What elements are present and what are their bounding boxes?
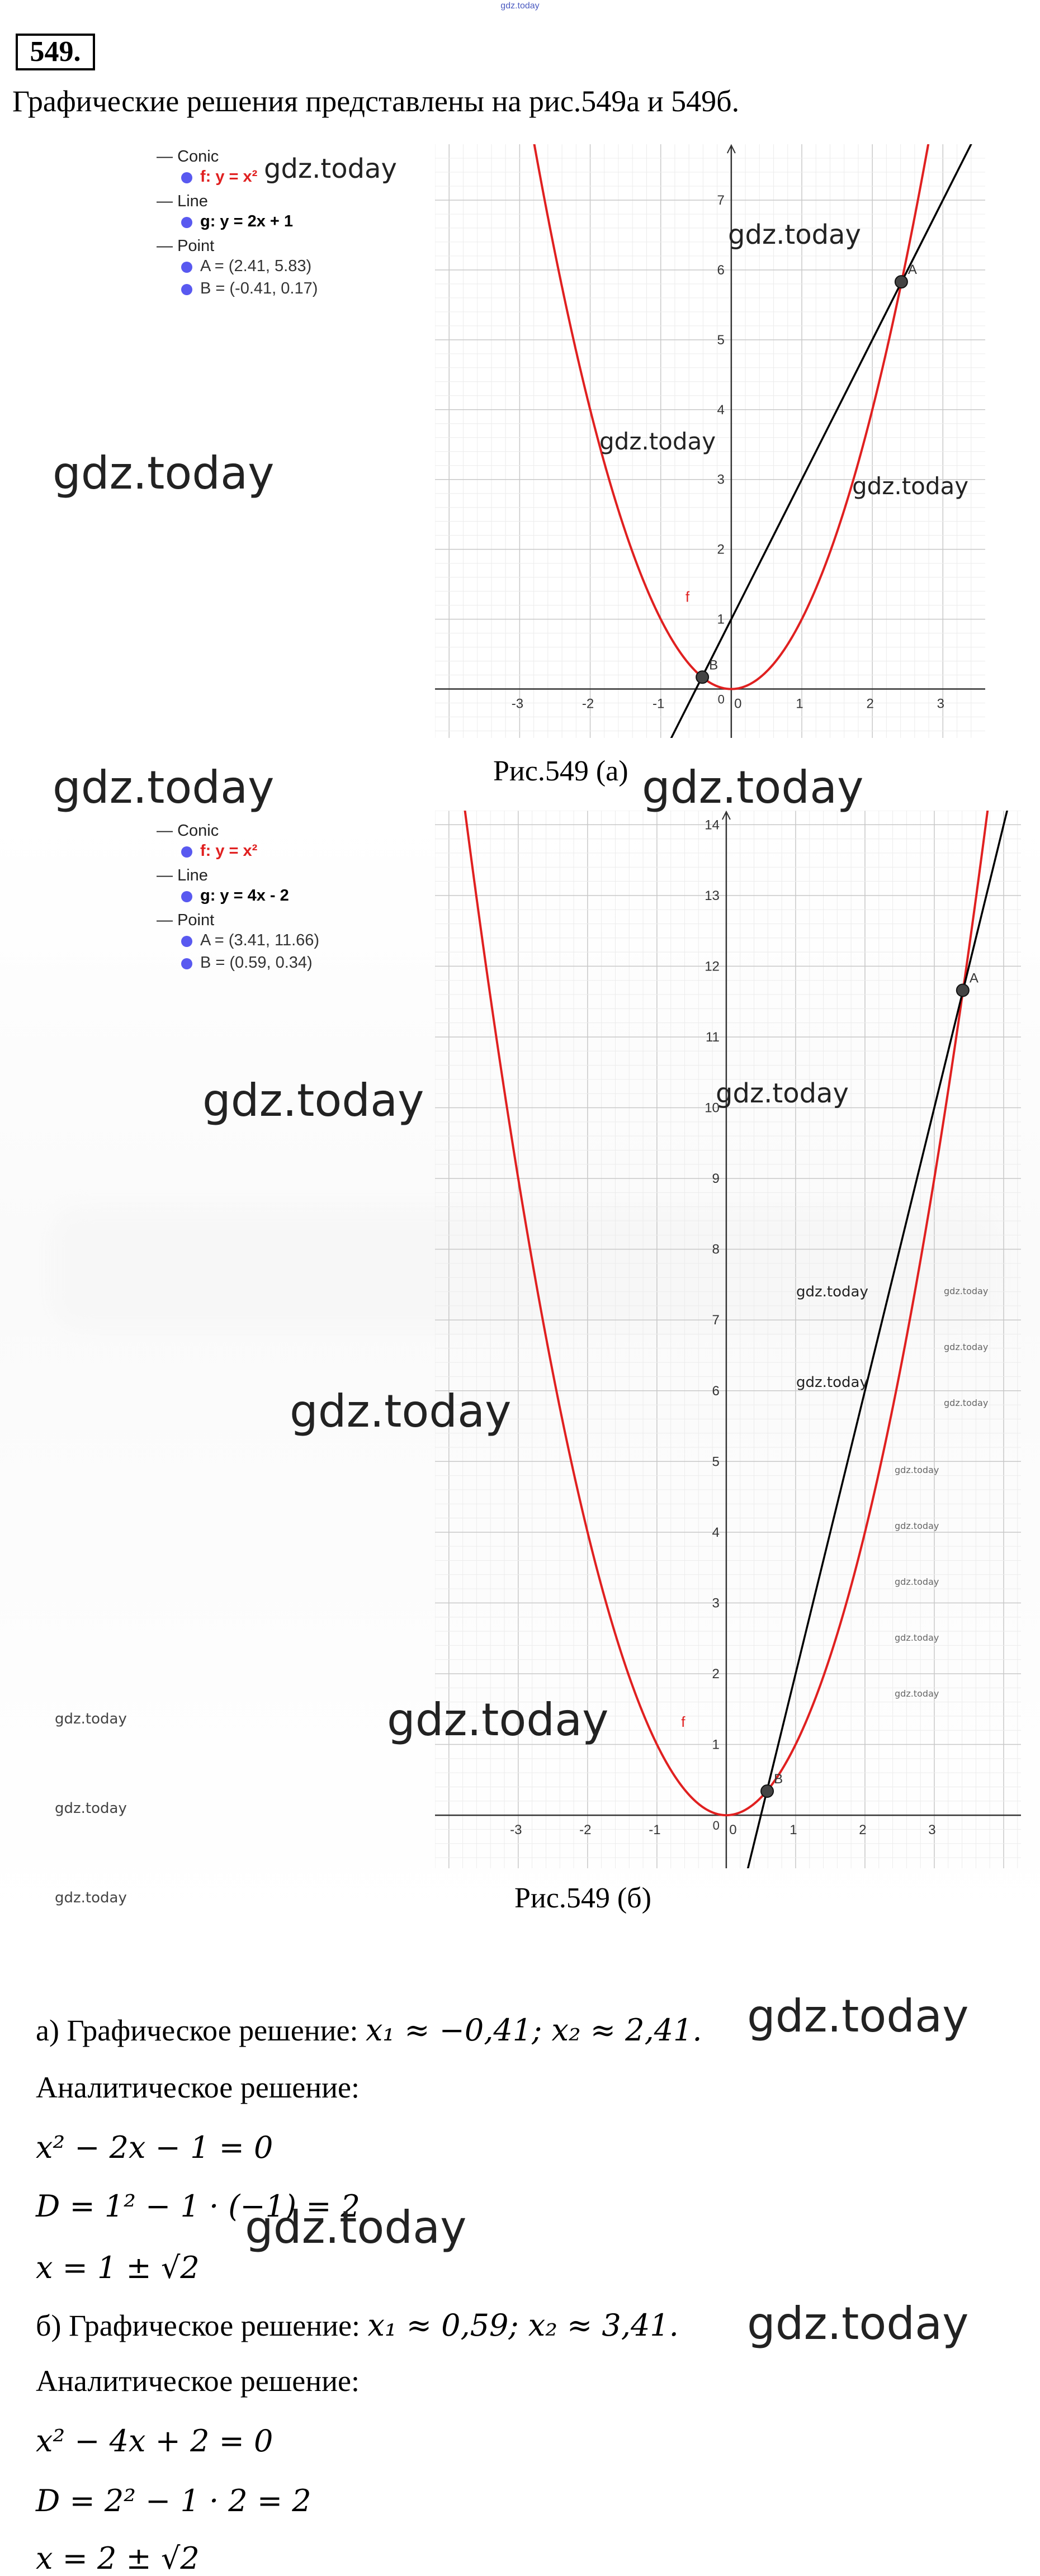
x-tick-label: -1 [649,1822,661,1838]
point-label: A [907,262,917,278]
parabola-series [435,144,985,689]
watermark: gdz.today [895,1521,939,1531]
watermark: gdz.today [716,1078,849,1109]
watermark: gdz.today [728,219,861,250]
intersection-point [895,276,907,288]
watermark: gdz.today [895,1465,939,1475]
watermark: gdz.today [53,761,275,813]
algebra-view-b [157,822,447,978]
point-label: B [709,657,718,673]
y-tick-label: 2 [717,542,725,557]
intersection-point [957,984,969,996]
y-tick-label: 13 [705,888,720,903]
parabola-series [435,811,1021,1815]
watermark: gdz.today [642,761,864,813]
x-tick-label: -1 [653,696,665,712]
y-tick-label: 3 [712,1595,720,1611]
solution-b-graphic-label: б) Графическое решение: [36,2309,360,2342]
point-group-label: — Point [157,911,215,929]
point-label: A [969,970,978,986]
watermark: gdz.today [895,1688,939,1699]
x-tick-label: 3 [928,1822,936,1838]
y-tick-label: 1 [717,612,725,627]
watermark: gdz.today [599,428,716,455]
point-group-label: — Point [157,237,215,255]
y-tick-label: 8 [712,1242,720,1257]
solution-b-discriminant: D = 2² − 1 · 2 = 2 [36,2483,311,2518]
watermark: gdz.today [895,1576,939,1587]
visibility-dot[interactable] [181,172,192,183]
x-tick-label: 2 [866,696,874,712]
origin-label: 0 [712,1819,720,1833]
watermark: gdz.today [747,2298,969,2350]
y-tick-label: 11 [705,1029,720,1045]
point-a-item[interactable]: A = (3.41, 11.66) [200,931,320,949]
y-tick-label: 2 [712,1666,720,1682]
watermark: gdz.today [944,1286,989,1296]
x-tick-label: -2 [582,696,594,712]
y-tick-label: 14 [705,817,720,833]
intro-text: Графические решения представлены на рис.549а и 549б. [12,84,740,118]
y-tick-label: 12 [705,959,720,974]
visibility-dot[interactable] [181,846,192,858]
y-tick-label: 3 [717,472,725,487]
watermark: gdz.today [796,1374,868,1391]
watermark: gdz.today [55,1711,127,1727]
intersection-point [696,671,708,683]
x-tick-label: 1 [790,1822,797,1838]
line-item[interactable]: g: y = 4x - 2 [200,887,289,905]
x-tick-label: 0 [734,696,742,712]
visibility-dot[interactable] [181,936,192,947]
y-tick-label: 7 [717,192,725,208]
caption-figure-a: Рис.549 (а) [493,755,628,787]
solution-b-analytic-label: Аналитическое решение: [36,2364,360,2398]
watermark: gdz.today [895,1632,939,1643]
solution-b-graphic [36,2308,679,2343]
watermark: gdz.today [55,1890,127,1906]
y-tick-label: 6 [712,1383,720,1399]
conic-group-label: — Conic [157,148,219,165]
caption-figure-b: Рис.549 (б) [514,1882,651,1914]
line-item[interactable]: g: y = 2x + 1 [200,212,294,230]
point-b-item[interactable]: B = (-0.41, 0.17) [200,280,318,297]
intersection-point [761,1785,773,1797]
solution-a-equation: x² − 2x − 1 = 0 [36,2130,273,2165]
solution-a-roots: x = 1 ± √2 [36,2250,200,2285]
origin-label: 0 [717,692,725,707]
y-tick-label: 10 [705,1100,720,1116]
solution-b-graphic-values: x₁ ≈ 0,59; x₂ ≈ 3,41. [367,2308,679,2343]
watermark: gdz.today [852,472,969,500]
watermark: gdz.today [264,153,397,184]
y-tick-label: 4 [717,402,725,418]
line-group-label: — Line [157,192,208,210]
x-tick-label: 2 [859,1822,867,1838]
solution-a-graphic-label: а) Графическое решение: [36,2014,358,2047]
site-link[interactable]: gdz.today [500,1,540,11]
curve-label: f [681,1713,686,1730]
solution-b-equation: x² − 4x + 2 = 0 [36,2423,273,2459]
visibility-dot[interactable] [181,958,192,969]
line-group-label: — Line [157,866,208,884]
watermark: gdz.today [55,1800,127,1817]
curve-label: f [685,588,690,605]
watermark: gdz.today [53,447,275,499]
watermark: gdz.today [747,1990,969,2042]
y-tick-label: 5 [712,1454,720,1470]
x-tick-label: -3 [510,1822,522,1838]
x-tick-label: 1 [796,696,803,712]
watermark: gdz.today [387,1694,609,1746]
y-tick-label: 5 [717,332,725,348]
solution-b-roots: x = 2 ± √2 [36,2541,200,2576]
x-tick-label: 3 [937,696,944,712]
conic-group-label: — Conic [157,822,219,840]
visibility-dot[interactable] [181,262,192,273]
visibility-dot[interactable] [181,217,192,228]
visibility-dot[interactable] [181,891,192,902]
watermark: gdz.today [796,1284,868,1300]
watermark: gdz.today [944,1398,989,1408]
solution-a-graphic-values: x₁ ≈ −0,41; x₂ ≈ 2,41. [365,2012,702,2048]
watermark: gdz.today [290,1385,512,1437]
x-tick-label: -2 [579,1822,592,1838]
watermark: gdz.today [245,2201,467,2253]
x-tick-label: 0 [729,1822,737,1838]
solution-a-discriminant: D = 1² − 1 · (−1) = 2 [36,2189,360,2224]
conic-item[interactable]: f: y = x² [200,842,258,860]
y-tick-label: 9 [712,1171,720,1187]
x-tick-label: -3 [511,696,524,712]
y-tick-label: 1 [712,1737,720,1753]
y-tick-label: 4 [712,1524,720,1540]
visibility-dot[interactable] [181,284,192,295]
y-tick-label: 7 [712,1313,720,1328]
point-label: B [774,1772,783,1787]
conic-item[interactable]: f: y = x² [200,168,258,186]
watermark: gdz.today [202,1074,424,1126]
point-a-item[interactable]: A = (2.41, 5.83) [200,257,312,275]
problem-number: 549. [16,34,95,70]
point-b-item[interactable]: B = (0.59, 0.34) [200,954,313,972]
y-tick-label: 6 [717,262,725,278]
watermark: gdz.today [944,1342,989,1352]
solution-a-analytic-label: Аналитическое решение: [36,2071,360,2104]
solution-a-graphic [36,2012,702,2048]
